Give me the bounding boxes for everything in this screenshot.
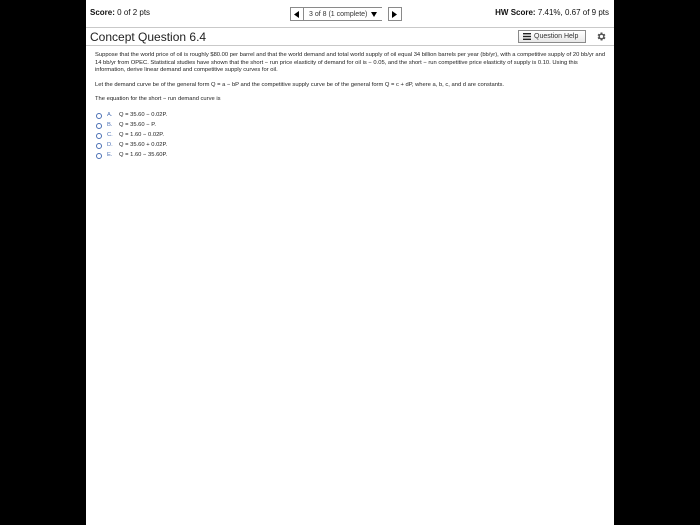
choice-text: Q = 1.60 − 35.60P. — [119, 152, 168, 159]
title-row — [86, 28, 614, 46]
choice-d[interactable] — [95, 141, 607, 151]
radio-button[interactable] — [96, 133, 102, 139]
choice-letter: D. — [107, 142, 113, 149]
choice-text: Q = 35.60 + 0.02P. — [119, 142, 168, 149]
list-icon — [523, 33, 531, 40]
question-prompt: The equation for the short − run demand curve is — [95, 96, 221, 103]
choice-text: Q = 35.60 − 0.02P. — [119, 112, 168, 119]
hw-score — [495, 8, 609, 17]
choice-a[interactable] — [95, 111, 607, 121]
prev-arrow-icon — [294, 11, 300, 18]
settings-button[interactable] — [595, 30, 608, 43]
question-help-label: Question Help — [534, 33, 579, 40]
prev-question-button[interactable] — [290, 7, 304, 21]
hw-score-label: HW Score: — [495, 8, 536, 17]
question-text: Suppose that the world price of oil is roughly $80.00 per barrel and that the world demand and total world supply of oil equal 34 billion barrels per year (bb/yr), with a competitive supply of 20 bb/yr and 14 bb/yr from OPEC. Statistical studies have shown that the short − run price elasticity of demand for oil is − 0.05, and the short − run competitive price elasticity of supply is 0.10. Using this information, derive linear demand and competitive supply curves for oil. — [95, 52, 606, 74]
score — [90, 8, 150, 17]
radio-button[interactable] — [96, 113, 102, 119]
score-value: 0 of 2 pts — [117, 8, 151, 17]
radio-button[interactable] — [96, 123, 102, 129]
question-title: Concept Question 6.4 — [90, 30, 207, 44]
assignment-page — [86, 0, 614, 525]
question-help-button[interactable] — [518, 30, 586, 43]
gear-icon — [596, 31, 607, 42]
question-instructions: Let the demand curve be of the general form Q = a − bP and the competitive supply curve be of the general form Q = c + dP, where a, b, c, and d are constants. — [95, 81, 505, 88]
choice-text: Q = 35.60 − P. — [119, 122, 156, 129]
score-label: Score: — [90, 8, 115, 17]
question-position: 3 of 8 (1 complete) — [309, 10, 368, 18]
question-navigator — [290, 7, 402, 21]
choice-c[interactable] — [95, 131, 607, 141]
hw-score-value: 7.41%, 0.67 of 9 pts — [537, 8, 609, 17]
choice-letter: B. — [107, 122, 113, 129]
choice-letter: E. — [107, 152, 113, 159]
choice-text: Q = 1.60 − 0.02P. — [119, 132, 165, 139]
choice-b[interactable] — [95, 121, 607, 131]
next-arrow-icon — [392, 11, 398, 18]
top-bar — [86, 0, 614, 28]
choice-letter: C. — [107, 132, 113, 139]
next-question-button[interactable] — [388, 7, 402, 21]
choice-e[interactable] — [95, 151, 607, 161]
radio-button[interactable] — [96, 143, 102, 149]
question-select[interactable] — [304, 7, 382, 21]
choice-letter: A. — [107, 112, 113, 119]
question-body — [95, 52, 607, 161]
answer-choices — [95, 111, 607, 161]
radio-button[interactable] — [96, 153, 102, 159]
dropdown-caret-icon — [371, 12, 377, 17]
